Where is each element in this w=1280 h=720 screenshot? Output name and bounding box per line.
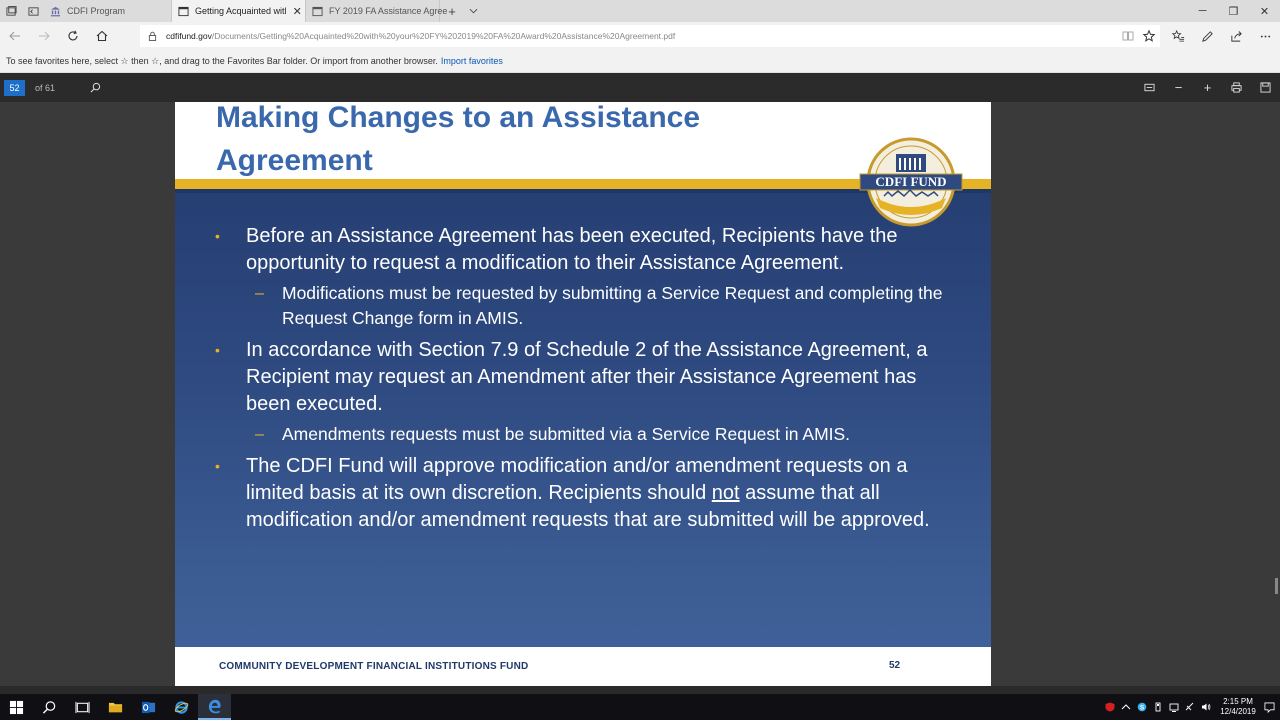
cdfi-fund-seal-logo (858, 138, 964, 228)
reading-view-icon[interactable] (1118, 30, 1138, 42)
tab-label: CDFI Program (67, 6, 126, 16)
search-icon[interactable] (85, 82, 105, 93)
search-icon[interactable] (33, 694, 66, 720)
footer-page-number: 52 (889, 660, 901, 671)
tab-label: Getting Acquainted witl (195, 6, 287, 16)
new-tab-button[interactable]: + (448, 3, 456, 19)
home-button[interactable] (87, 22, 116, 50)
home-icon (96, 30, 108, 42)
pdf-icon (312, 6, 323, 17)
chevron-up-icon[interactable] (1118, 702, 1134, 712)
bullet-item: • In accordance with Section 7.9 of Schedule 2 of the Assistance Agreement, a Recipient may request an Amendment after their Assistance Agreement has been executed. (215, 337, 965, 418)
favorites-bar-hint: To see favorites here, select ☆ then ☆, and drag to the Favorites Bar folder. Or import from another browser. (6, 55, 438, 66)
arrow-right-icon (38, 30, 50, 42)
page-view-icon[interactable] (1135, 82, 1164, 93)
mcafee-icon[interactable] (1102, 702, 1118, 712)
footer-organization: COMMUNITY DEVELOPMENT FINANCIAL INSTITUTIONS FUND (219, 661, 529, 672)
address-bar-row (0, 22, 1280, 50)
close-tab-icon[interactable]: ✕ (292, 5, 302, 18)
bullet-item: • Before an Assistance Agreement has been executed, Recipients have the opportunity to request a modification to their Assistance Agreement. (215, 223, 965, 277)
favorite-star-icon[interactable] (1138, 30, 1160, 42)
page-total: of 61 (35, 82, 56, 93)
slide-title-line2: Agreement (216, 144, 373, 177)
sub-bullet-item: – Amendments requests must be submitted via a Service Request in AMIS. (215, 422, 965, 447)
zoom-in-button[interactable]: + (1203, 80, 1212, 95)
underlined-word: not (711, 482, 740, 504)
minimize-window-button[interactable]: ─ (1198, 5, 1207, 17)
close-window-button[interactable]: ✕ (1259, 5, 1270, 18)
chevron-down-icon[interactable] (464, 8, 482, 14)
windows-taskbar (0, 686, 1280, 720)
import-favorites-link[interactable]: Import favorites (440, 56, 503, 66)
slide-title-line1: Making Changes to an Assistance (216, 101, 701, 134)
system-tray (1102, 694, 1280, 720)
network-icon[interactable] (1166, 702, 1182, 712)
arrow-left-icon (9, 30, 21, 42)
print-icon[interactable] (1222, 82, 1251, 93)
pen-icon[interactable] (1193, 22, 1222, 50)
skype-icon[interactable] (1134, 702, 1150, 712)
clock-date: 12/4/2019 (1220, 707, 1256, 716)
volume-icon[interactable] (1198, 702, 1214, 712)
favorites-bar (0, 50, 1280, 73)
clock-time: 2:15 PM (1223, 697, 1253, 706)
usb-device-icon[interactable] (1150, 702, 1166, 712)
bullet-list (215, 223, 965, 538)
bank-icon (50, 6, 61, 17)
internet-explorer-icon[interactable] (165, 694, 198, 720)
zoom-out-button[interactable]: − (1174, 80, 1183, 95)
forward-button[interactable] (29, 22, 58, 50)
seal-text: CDFI FUND (875, 174, 947, 189)
task-view-icon[interactable] (66, 694, 99, 720)
tab-fy2019-agreement[interactable] (306, 0, 448, 22)
url-domain: cdfifund.gov (166, 31, 212, 41)
address-input[interactable] (140, 25, 1160, 47)
more-icon[interactable] (1251, 22, 1280, 50)
restore-window-button[interactable]: ❐ (1228, 5, 1239, 18)
tab-actions-icon[interactable] (0, 0, 22, 22)
bullet-text-part: assume that all modification and/or amendment requests that are submitted will be approved. (246, 482, 930, 531)
share-icon[interactable] (1222, 22, 1251, 50)
refresh-button[interactable] (58, 22, 87, 50)
edge-browser-icon[interactable] (198, 694, 231, 720)
pdf-viewport[interactable] (0, 102, 1280, 686)
favorites-hub-icon[interactable] (1164, 22, 1193, 50)
scrollbar-thumb[interactable] (1275, 578, 1278, 594)
windows-start-icon[interactable] (0, 694, 33, 720)
file-explorer-icon[interactable] (99, 694, 132, 720)
vertical-scrollbar[interactable] (1274, 102, 1278, 686)
slide-title (216, 96, 836, 182)
svg-text:S: S (1139, 704, 1145, 712)
lock-icon[interactable] (144, 31, 160, 41)
tab-cdfi-program[interactable] (44, 0, 172, 22)
tab-getting-acquainted[interactable] (172, 0, 306, 22)
tab-label: FY 2019 FA Assistance Agree (329, 6, 448, 16)
bullet-text-part: The CDFI Fund will approve modification and/or amendment requests on a limited basis at its own discretion. Recipients should (246, 455, 908, 504)
system-clock[interactable] (1218, 697, 1258, 717)
slide-page (175, 102, 991, 686)
url-path: /Documents/Getting%20Acquainted%20with%20your%20FY%202019%20FA%20Award%20Assistance%20Agreement.pdf (211, 31, 676, 41)
slide-footer (175, 647, 991, 686)
bullet-item (215, 453, 965, 534)
save-icon[interactable] (1251, 82, 1280, 93)
refresh-icon (67, 30, 79, 42)
sub-bullet-item: – Modifications must be requested by submitting a Service Request and completing the Request Change form in AMIS. (215, 281, 965, 331)
back-button[interactable] (0, 22, 29, 50)
set-aside-tabs-icon[interactable] (22, 0, 44, 22)
battery-icon[interactable] (1182, 702, 1198, 712)
notification-icon[interactable] (1258, 702, 1280, 713)
outlook-icon[interactable] (132, 694, 165, 720)
pdf-icon (178, 6, 189, 17)
tab-bar (0, 0, 1280, 22)
page-number-input[interactable]: 52 (4, 80, 25, 96)
